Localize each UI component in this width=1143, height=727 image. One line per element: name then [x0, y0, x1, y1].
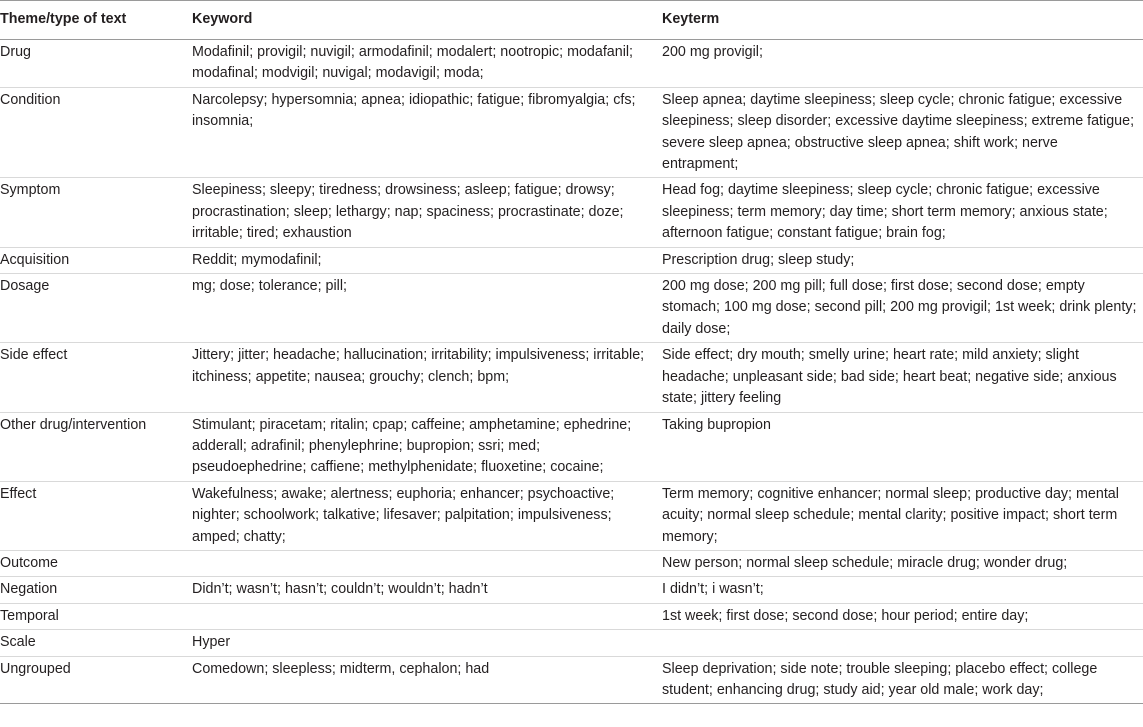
- keyword-cell: Narcolepsy; hypersomnia; apnea; idiopathic; fatigue; fibromyalgia; cfs; insomnia;: [192, 87, 662, 178]
- keyword-cell: Hyper: [192, 630, 662, 656]
- theme-cell: Negation: [0, 577, 192, 603]
- theme-cell: Temporal: [0, 603, 192, 629]
- header-keyterm: Keyterm: [662, 1, 1143, 40]
- keyterm-cell: Sleep apnea; daytime sleepiness; sleep cycle; chronic fatigue; excessive sleepiness; sleep disorder; excessive daytime sleepiness; extreme fatigue; severe sleep apnea; obstructive sleep apnea; shift work; nerve entrapment;: [662, 87, 1143, 178]
- keyword-cell: mg; dose; tolerance; pill;: [192, 274, 662, 343]
- theme-cell: Acquisition: [0, 247, 192, 273]
- keyword-cell: Stimulant; piracetam; ritalin; cpap; caffeine; amphetamine; ephedrine; adderall; adrafinil; phenylephrine; bupropion; ssri; med; pseudoephedrine; caffiene; methylphenidate; fluoxetine; cocaine;: [192, 412, 662, 481]
- table-row: [0, 656, 1143, 704]
- keyword-cell: Comedown; sleepless; midterm, cephalon; had: [192, 656, 662, 704]
- table-row: [0, 577, 1143, 603]
- table-row: [0, 550, 1143, 576]
- theme-cell: Scale: [0, 630, 192, 656]
- table-row: [0, 343, 1143, 412]
- theme-cell: Drug: [0, 40, 192, 88]
- keyterm-cell: Term memory; cognitive enhancer; normal sleep; productive day; mental acuity; normal sleep schedule; mental clarity; positive impact; short term memory;: [662, 481, 1143, 550]
- table-row: [0, 274, 1143, 343]
- keyterm-cell: Head fog; daytime sleepiness; sleep cycle; chronic fatigue; excessive sleepiness; term memory; day time; short term memory; anxious state; afternoon fatigue; constant fatigue; brain fog;: [662, 178, 1143, 247]
- header-keyword: Keyword: [192, 1, 662, 40]
- keyterm-cell: [662, 630, 1143, 656]
- theme-cell: Condition: [0, 87, 192, 178]
- keyword-cell: Wakefulness; awake; alertness; euphoria; enhancer; psychoactive; nighter; schoolwork; talkative; lifesaver; palpitation; impulsiveness; amped; chatty;: [192, 481, 662, 550]
- keyterm-cell: 1st week; first dose; second dose; hour period; entire day;: [662, 603, 1143, 629]
- keyterm-cell: Sleep deprivation; side note; trouble sleeping; placebo effect; college student; enhancing drug; study aid; year old male; work day;: [662, 656, 1143, 704]
- table-row: [0, 603, 1143, 629]
- table-row: [0, 630, 1143, 656]
- header-row: [0, 1, 1143, 40]
- theme-cell: Symptom: [0, 178, 192, 247]
- table-row: [0, 481, 1143, 550]
- keyterm-cell: New person; normal sleep schedule; miracle drug; wonder drug;: [662, 550, 1143, 576]
- keyword-cell: Didn’t; wasn’t; hasn’t; couldn’t; wouldn’t; hadn’t: [192, 577, 662, 603]
- table-row: [0, 412, 1143, 481]
- theme-cell: Side effect: [0, 343, 192, 412]
- table-row: [0, 40, 1143, 88]
- theme-cell: Effect: [0, 481, 192, 550]
- header-theme: Theme/type of text: [0, 1, 192, 40]
- keyword-cell: Reddit; mymodafinil;: [192, 247, 662, 273]
- keyword-cell: [192, 603, 662, 629]
- table-body: [0, 40, 1143, 704]
- keyterm-cell: I didn’t; i wasn’t;: [662, 577, 1143, 603]
- keyterm-cell: 200 mg dose; 200 mg pill; full dose; first dose; second dose; empty stomach; 100 mg dose; second pill; 200 mg provigil; 1st week; drink plenty; daily dose;: [662, 274, 1143, 343]
- keyterm-cell: Prescription drug; sleep study;: [662, 247, 1143, 273]
- table-row: [0, 87, 1143, 178]
- theme-cell: Other drug/intervention: [0, 412, 192, 481]
- table-header: [0, 1, 1143, 40]
- theme-cell: Outcome: [0, 550, 192, 576]
- theme-cell: Dosage: [0, 274, 192, 343]
- keyterm-cell: Side effect; dry mouth; smelly urine; heart rate; mild anxiety; slight headache; unpleasant side; bad side; heart beat; negative side; anxious state; jittery feeling: [662, 343, 1143, 412]
- keyword-cell: Sleepiness; sleepy; tiredness; drowsiness; asleep; fatigue; drowsy; procrastination; sleep; lethargy; nap; spaciness; procrastinate; doze; irritable; tired; exhaustion: [192, 178, 662, 247]
- keyword-cell: Jittery; jitter; headache; hallucination; irritability; impulsiveness; irritable; itchiness; appetite; nausea; grouchy; clench; bpm;: [192, 343, 662, 412]
- table-row: [0, 178, 1143, 247]
- keyterm-cell: 200 mg provigil;: [662, 40, 1143, 88]
- theme-cell: Ungrouped: [0, 656, 192, 704]
- keyword-cell: Modafinil; provigil; nuvigil; armodafinil; modalert; nootropic; modafanil; modafinal; modvigil; nuvigal; modavigil; moda;: [192, 40, 662, 88]
- keyterm-cell: Taking bupropion: [662, 412, 1143, 481]
- keyword-cell: [192, 550, 662, 576]
- table-row: [0, 247, 1143, 273]
